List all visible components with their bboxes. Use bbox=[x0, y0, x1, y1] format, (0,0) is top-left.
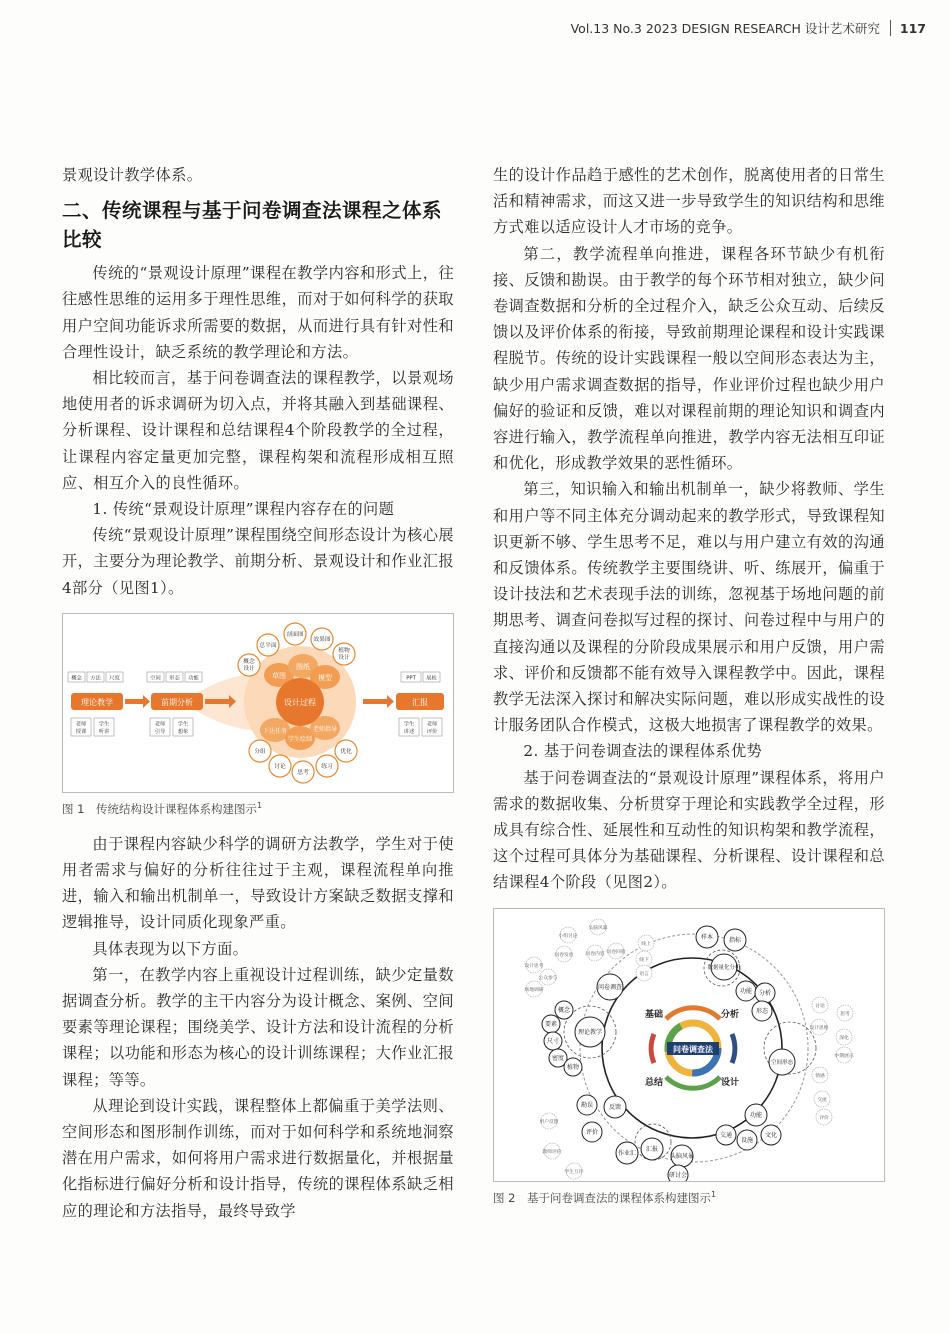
role-label: 老师 bbox=[75, 721, 87, 728]
node-label: 样本 bbox=[700, 933, 714, 941]
outer-label: 公众参与 bbox=[538, 975, 558, 981]
outer-label: 线上 bbox=[641, 941, 651, 947]
cycle-arrow bbox=[732, 1034, 735, 1063]
tag-label: 空间 bbox=[150, 675, 161, 682]
outer-label: 线下 bbox=[639, 957, 649, 963]
figure-1-diagram bbox=[63, 614, 453, 792]
role-label: 老师 bbox=[426, 721, 438, 728]
outer-label: 情感 bbox=[815, 1073, 825, 1079]
quadrant-label: 设计 bbox=[720, 1077, 740, 1088]
figure-2 bbox=[493, 908, 885, 1182]
journal-title: Vol.13 No.3 2023 DESIGN RESEARCH 设计艺术研究 bbox=[570, 21, 880, 36]
node-label: 勘误 bbox=[580, 1101, 594, 1109]
footnote-mark: 1 bbox=[256, 801, 263, 811]
center-label: 问卷调查法 bbox=[673, 1044, 713, 1054]
node-label: 反馈 bbox=[608, 1103, 622, 1111]
tag-label: 方法 bbox=[90, 675, 101, 682]
petal-label: 下达任务 bbox=[262, 727, 288, 735]
tag-label: 概念 bbox=[71, 675, 82, 682]
figure-2-diagram bbox=[494, 909, 888, 1181]
outer-label: 问卷回收 bbox=[606, 949, 626, 955]
node-label: 概念 bbox=[557, 1006, 571, 1014]
satellite-label: 讨论 bbox=[274, 763, 286, 770]
outer-label: 问卷发放 bbox=[554, 952, 574, 958]
petal-label: 学生绘制 bbox=[287, 735, 313, 743]
outer-label: 教师评价 bbox=[542, 1149, 562, 1155]
satellite-node bbox=[238, 654, 260, 676]
quadrant-label: 总结 bbox=[644, 1077, 664, 1088]
stage-label: 汇报 bbox=[412, 697, 428, 707]
node-label: 研讨会 bbox=[668, 1171, 688, 1179]
figure-2-caption bbox=[493, 1190, 885, 1206]
tag-label: 功能 bbox=[188, 675, 199, 682]
node-label: 功能 bbox=[739, 987, 753, 995]
petal-label: 草图 bbox=[272, 671, 286, 680]
role-label: 学生 bbox=[177, 721, 189, 728]
paragraph: 景观设计教学体系。 bbox=[62, 166, 203, 184]
paragraph: 生的设计作品趋于感性的艺术创作，脱离使用者的日常生活和精神需求，而这又进一步导致学生的知识结构和思维方式难以适应设计人才市场的竞争。 bbox=[493, 166, 885, 237]
header-divider bbox=[890, 20, 891, 36]
node-label: 分析 bbox=[758, 989, 772, 997]
satellite-label: 练习 bbox=[321, 763, 333, 770]
petal-label: 模型 bbox=[318, 673, 332, 682]
page-number: 117 bbox=[899, 20, 926, 36]
node-label: 交通 bbox=[719, 1131, 733, 1139]
caption-text: 图 2 基于问卷调查法的课程体系构建图示 bbox=[493, 1190, 711, 1205]
role-label: 听讲 bbox=[98, 728, 110, 735]
outer-label: 问卷内容 bbox=[585, 951, 605, 957]
paragraph: 相比较而言，基于问卷调查法的课程教学，以景观场地使用者的诉求调研为切入点，并将其融入到基础课程、分析课程、设计课程和总结课程4个阶段教学的全过程，让课程内容定量更加完整，课程构架和流程形成相互照应、相互介入的良性循环。 bbox=[62, 369, 454, 492]
role-label: 授课 bbox=[75, 728, 87, 735]
paragraph: 具体表现为以下方面。 bbox=[92, 939, 249, 958]
center-label: 设计过程 bbox=[284, 697, 316, 707]
section-heading: 二、传统课程与基于问卷调查法课程之体系比较 bbox=[62, 199, 443, 252]
figure-1 bbox=[62, 613, 454, 793]
paragraph: 第三，知识输入和输出机制单一，缺少将教师、学生和用户等不同主体充分调动起来的教学形式，导致课程知识更新不够、学生思考不足，难以与用户建立有效的沟通和反馈体系。传统教学主要围绕讲、听、练展开，偏重于设计技法和艺术表现手法的训练，忽视基于场地问题的前期思考、调查问卷拟写过程的探讨、问卷过程中与用户的直接沟通以及课程的分阶段成果展示和用户反馈，用户需求、评价和反馈都不能有效导入课程教学中。因此，课程教学无法深入探讨和解决实际问题，难以形成实战性的设计服务团队合作模式，这极大地损害了课程教学的效果。 bbox=[493, 480, 885, 735]
satellite-label: 设计 bbox=[338, 654, 350, 661]
node-label: 功能 bbox=[749, 1111, 763, 1119]
satellite-node bbox=[333, 643, 355, 665]
paragraph: 由于课程内容缺少科学的调研方法教学，学生对于使用者需求与偏好的分析往往过于主观，课程流程单向推进，输入和输出机制单一，导致设计方案缺乏数据支撑和逻辑推导，设计同质化现象严重。 bbox=[62, 834, 454, 932]
paragraph: 第一，在教学内容上重视设计过程训练，缺少定量数据调查分析。教学的主干内容分为设计概念、案例、空间要素等理论课程；围绕美学、设计方法和设计流程的分析课程；以功能和形态为核心的设计训练课程；大作业汇报课程；等等。 bbox=[62, 965, 454, 1089]
subsection-heading: 1. 传统“景观设计原理”课程内容存在的问题 bbox=[92, 500, 395, 519]
cycle-arrow bbox=[651, 1034, 654, 1063]
node-label: 汇报 bbox=[645, 1145, 659, 1153]
outer-label: 学生互评 bbox=[564, 1169, 584, 1175]
satellite-label: 思考 bbox=[297, 769, 309, 776]
arrow bbox=[363, 695, 394, 708]
role-label: 想象 bbox=[177, 728, 189, 735]
tag-label: 尺度 bbox=[109, 675, 120, 682]
paragraph: 传统“景观设计原理”课程围绕空间形态设计为核心展开，主要分为理论教学、前期分析、景观设计和作业汇报4部分（见图1）。 bbox=[62, 526, 454, 597]
quadrant-label: 基础 bbox=[644, 1009, 664, 1020]
satellite-label: 剖面图 bbox=[286, 631, 304, 638]
quadrant-label: 分析 bbox=[720, 1009, 740, 1020]
outer-label: 交流 bbox=[817, 1097, 827, 1103]
node-label: 指标 bbox=[728, 936, 742, 944]
outer-label: 评价 bbox=[819, 1115, 829, 1121]
outer-label: 小组讨论 bbox=[558, 933, 578, 939]
outer-label: 语言 bbox=[639, 971, 649, 977]
outer-label: 设计思维 bbox=[809, 1025, 829, 1031]
paragraph: 从理论到设计实践，课程整体上都偏重于美学法则、空间形态和图形制作训练，而对于如何科学和系统地洞察潜在用户需求，如何将用户需求进行数据量化，并根据量化指标进行偏好分析和设计指导，传统的课程体系缺乏相应的理论和方法指导，最终导致学 bbox=[62, 1096, 454, 1220]
role-label: 评价 bbox=[426, 728, 438, 735]
role-label: 老师 bbox=[154, 721, 166, 728]
subsection-heading: 2. 基于问卷调查法的课程体系优势 bbox=[523, 742, 763, 761]
role-label: 讲述 bbox=[403, 728, 415, 735]
tag-label: 展板 bbox=[426, 675, 437, 682]
paragraph: 传统的“景观设计原理”课程在教学内容和形式上，往往感性思维的运用多于理性思维，而对于如何科学的获取用户空间功能诉求所需要的数据，从而进行具有针对性和合理性设计，缺乏系统的教学理论和方法。 bbox=[62, 264, 454, 361]
caption-text: 图 1 传统结构设计课程体系构建图示 bbox=[62, 801, 257, 816]
node-label: 数据量化分析 bbox=[707, 964, 741, 971]
satellite-label: 优化 bbox=[340, 748, 352, 755]
running-header bbox=[571, 19, 926, 37]
figure-1-caption bbox=[62, 801, 454, 817]
node-label: 理论教学 bbox=[577, 1028, 603, 1036]
role-label: 学生 bbox=[98, 721, 110, 728]
node-label: 文化 bbox=[764, 1131, 778, 1139]
paragraph: 第二，教学流程单向推进，课程各环节缺少有机衔接、反馈和勘误。由于教学的每个环节相对独立，缺少问卷调查数据和分析的全过程介入，缺乏公众互动、后续反馈以及评价体系的衔接，导致前期理论课程和设计实践课程脱节。传统的设计实践课程一般以空间形态表达为主，缺少用户需求调查数据的指导，作业评价过程也缺少用户偏好的验证和反馈，难以对课程前期的理论知识和调查内容进行输入，教学流程单向推进，教学内容无法相互印证和优化，形成教学效果的恶性循环。 bbox=[493, 244, 885, 473]
satellite-label: 分组 bbox=[254, 748, 266, 755]
outer-label: 场地调研 bbox=[524, 987, 544, 993]
node-label: 尺寸 bbox=[546, 1037, 560, 1045]
node-label: 问卷调查 bbox=[597, 983, 623, 991]
node-label: 空间形态 bbox=[770, 1059, 794, 1066]
tag-label: PPT bbox=[406, 675, 416, 682]
tag-label: 形态 bbox=[169, 675, 180, 682]
cycle-arrow bbox=[666, 1007, 720, 1018]
satellite-label: 植物 bbox=[338, 647, 350, 654]
node-label: 头脑风暴 bbox=[669, 1152, 695, 1160]
outer-label: 设计思考 bbox=[524, 963, 544, 969]
petal-label: 老师指导 bbox=[312, 725, 338, 733]
node-label: 密度 bbox=[551, 1054, 565, 1062]
stage-label: 前期分析 bbox=[161, 697, 193, 707]
outer-label: 讨论 bbox=[815, 1003, 825, 1009]
left-column bbox=[62, 162, 454, 1224]
right-column bbox=[493, 162, 885, 1220]
outer-label: 中期展示 bbox=[834, 1053, 854, 1059]
satellite-label: 概念 bbox=[243, 658, 255, 665]
role-label: 学生 bbox=[403, 721, 415, 728]
footnote-mark: 1 bbox=[710, 1189, 717, 1199]
satellite-label: 效果图 bbox=[313, 636, 331, 643]
outer-label: 用户反馈 bbox=[539, 1119, 559, 1125]
arrow bbox=[125, 695, 150, 708]
outer-label: 思考 bbox=[840, 1011, 850, 1017]
node-label: 作业汇 bbox=[617, 1149, 637, 1157]
outer-label: 头脑风暴 bbox=[588, 925, 608, 931]
node-label: 设施 bbox=[740, 1136, 754, 1144]
node-label: 形态 bbox=[755, 1007, 769, 1015]
node-label: 评价 bbox=[585, 1128, 599, 1136]
satellite-label: 设计 bbox=[243, 665, 255, 672]
outer-label: 深化 bbox=[839, 1035, 849, 1041]
role-label: 引导 bbox=[154, 728, 166, 735]
node-label: 植物 bbox=[566, 1063, 580, 1071]
stage-label: 理论教学 bbox=[81, 697, 113, 707]
cycle-arrow bbox=[666, 1077, 720, 1088]
petal-label: 图纸 bbox=[296, 662, 310, 671]
node-label: 要素 bbox=[544, 1020, 558, 1028]
satellite-label: 总平面 bbox=[259, 642, 277, 649]
paragraph: 基于问卷调查法的“景观设计原理”课程体系，将用户需求的数据收集、分析贯穿于理论和实践教学全过程，形成具有综合性、延展性和互动性的知识构架和教学流程，这个过程可具体分为基础课程、分析课程、设计课程和总结课程4个阶段（见图2）。 bbox=[493, 768, 885, 892]
